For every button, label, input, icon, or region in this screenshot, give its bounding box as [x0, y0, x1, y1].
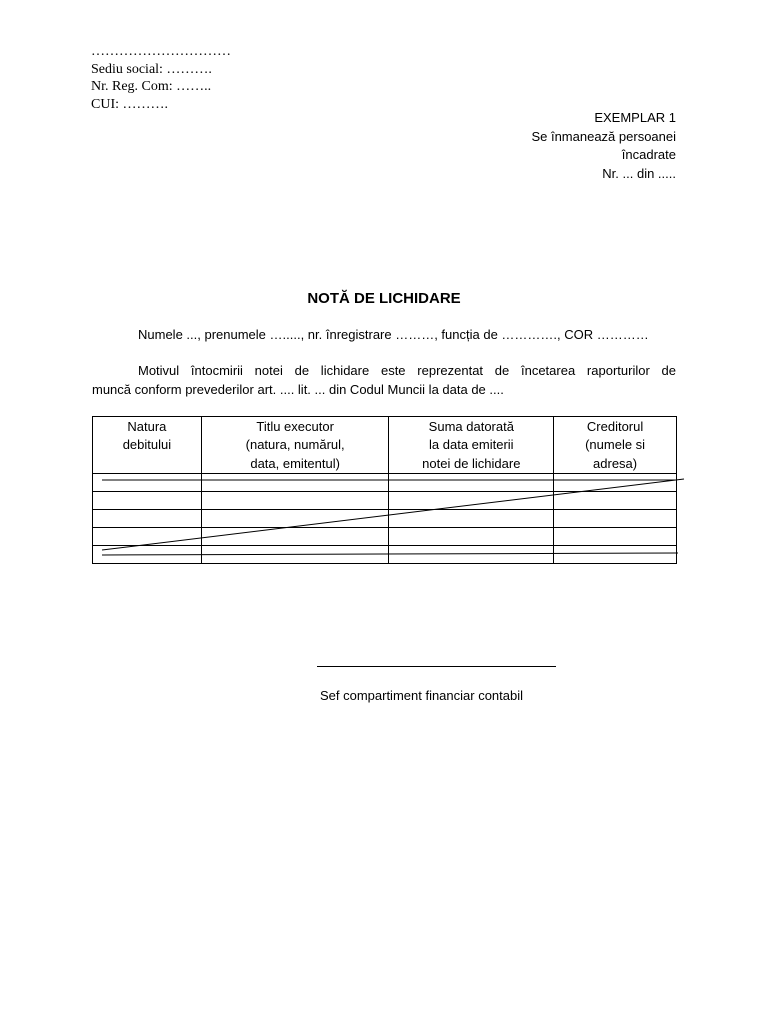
- reason-line-2: muncă conform prevederilor art. .... lit. ... din Codul Muncii la data de ....: [92, 381, 504, 397]
- signature-label: Sef compartiment financiar contabil: [319, 688, 524, 703]
- header-natura-debitului: Natura debitului: [93, 417, 202, 474]
- table-row: [93, 545, 677, 563]
- header-suma-datorata: Suma datorată la data emiterii notei de lichidare: [389, 417, 554, 474]
- company-cui: CUI: ……….: [91, 96, 168, 112]
- table-row: [93, 509, 677, 527]
- company-trade-register-number: Nr. Reg. Com: ……..: [91, 79, 212, 94]
- debt-table: [92, 416, 677, 564]
- document-title: NOTĂ DE LICHIDARE: [307, 290, 461, 307]
- table-header-row: [93, 417, 677, 474]
- header-creditorul: Creditorul (numele si adresa): [554, 417, 677, 474]
- employee-details-paragraph: Numele ..., prenumele …....., nr. înregistrare ………, funcția de …………., COR …………: [138, 327, 649, 342]
- reason-line-1: Motivul întocmirii notei de lichidare este reprezentat de încetarea raporturilor de: [138, 363, 676, 378]
- company-header: [91, 43, 231, 113]
- exemplar-block: [531, 109, 676, 183]
- liquidation-reason-paragraph: [92, 362, 676, 399]
- exemplar-recipient-line: Se înmanează persoanei: [531, 128, 676, 144]
- exemplar-number: EXEMPLAR 1: [594, 110, 676, 125]
- company-registered-office: Sediu social: ……….: [91, 61, 212, 77]
- signature-line: [317, 666, 556, 667]
- table-row: [93, 527, 677, 545]
- table-row: [93, 473, 677, 491]
- company-name-placeholder: …………………………: [91, 44, 231, 59]
- table-row: [93, 491, 677, 509]
- exemplar-registration: Nr. ... din .....: [602, 165, 676, 181]
- exemplar-recipient-line-2: încadrate: [621, 147, 676, 163]
- header-titlu-executor: Titlu executor (natura, numărul, data, emitentul): [201, 417, 389, 474]
